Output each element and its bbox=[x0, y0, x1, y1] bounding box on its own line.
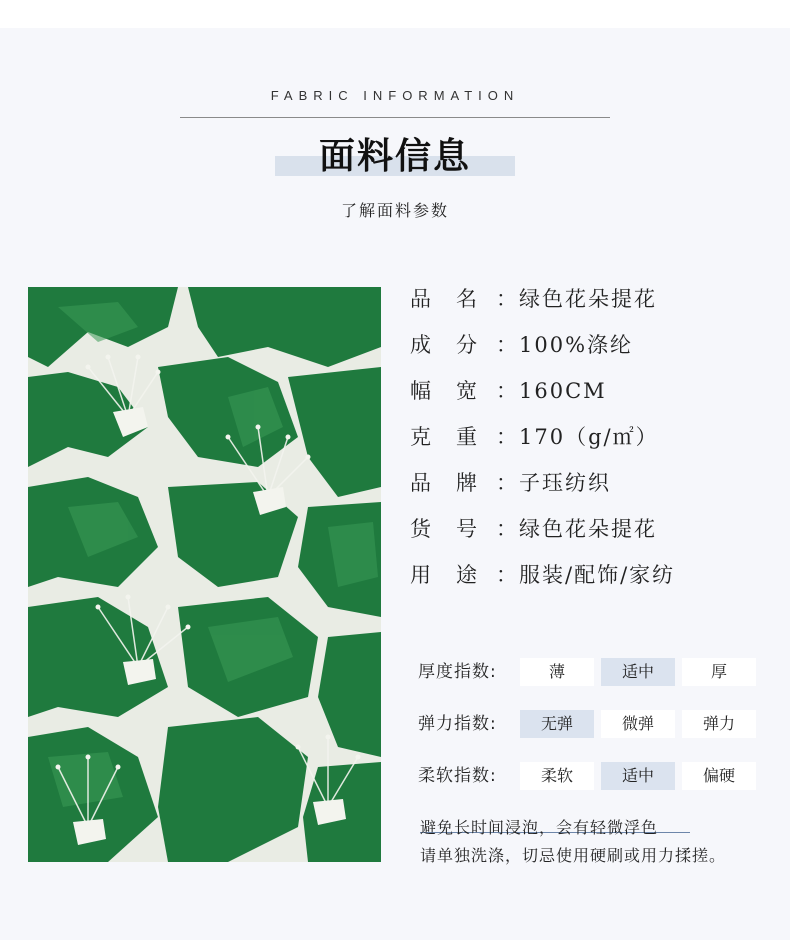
spec-row-width bbox=[410, 374, 675, 420]
option-chip-selected: 无弹 bbox=[520, 710, 594, 738]
spec-value: 100%涤纶 bbox=[519, 333, 634, 357]
spec-label: 品 名 bbox=[410, 287, 479, 311]
option-chip: 柔软 bbox=[520, 762, 594, 790]
header-divider bbox=[180, 117, 610, 118]
spec-row-name bbox=[410, 282, 675, 328]
index-label: 弹力指数: bbox=[418, 714, 497, 734]
spec-label: 成 分 bbox=[410, 333, 479, 357]
spec-value: 绿色花朵提花 bbox=[519, 287, 657, 311]
spec-separator: ： bbox=[496, 471, 519, 495]
page-subtitle: 了解面料参数 bbox=[340, 201, 449, 220]
spec-separator: ： bbox=[496, 379, 519, 403]
spec-row-item-number bbox=[410, 512, 675, 558]
spec-value: 170（g/㎡） bbox=[519, 425, 659, 449]
spec-separator: ： bbox=[496, 287, 519, 311]
spec-value: 服装/配饰/家纺 bbox=[519, 563, 676, 587]
option-chip: 微弹 bbox=[601, 710, 675, 738]
page-title: 面料信息 bbox=[318, 136, 471, 177]
spec-separator: ： bbox=[496, 517, 519, 541]
spec-label: 货 号 bbox=[410, 517, 479, 541]
option-chip: 偏硬 bbox=[682, 762, 756, 790]
option-chip-selected: 适中 bbox=[601, 762, 675, 790]
option-chip: 厚 bbox=[682, 658, 756, 686]
option-chip: 薄 bbox=[520, 658, 594, 686]
top-white-band bbox=[0, 0, 790, 28]
index-label: 柔软指数: bbox=[418, 766, 497, 786]
spec-list bbox=[410, 282, 675, 604]
spec-value: 160CM bbox=[519, 379, 607, 403]
spec-separator: ： bbox=[496, 563, 519, 587]
spec-value: 绿色花朵提花 bbox=[519, 517, 657, 541]
spec-label: 用 途 bbox=[410, 563, 479, 587]
spec-label: 克 重 bbox=[410, 425, 479, 449]
care-note: 请单独洗涤，切忌使用硬刷或用力揉搓。 bbox=[420, 846, 727, 865]
spec-label: 品 牌 bbox=[410, 471, 479, 495]
spec-row-weight bbox=[410, 420, 675, 466]
spec-separator: ： bbox=[496, 425, 519, 449]
spec-label: 幅 宽 bbox=[410, 379, 479, 403]
option-chip: 弹力 bbox=[682, 710, 756, 738]
spec-row-usage bbox=[410, 558, 675, 604]
care-note: 避免长时间浸泡，会有轻微浮色 bbox=[420, 818, 659, 837]
care-notes bbox=[420, 814, 726, 870]
spec-separator: ： bbox=[496, 333, 519, 357]
fabric-photo bbox=[28, 287, 381, 862]
spec-value: 子珏纺织 bbox=[519, 471, 611, 495]
spec-row-brand bbox=[410, 466, 675, 512]
fabric-jacquard-image bbox=[28, 287, 381, 862]
option-chip-selected: 适中 bbox=[601, 658, 675, 686]
section-eyebrow: FABRIC INFORMATION bbox=[270, 88, 520, 103]
spec-row-composition bbox=[410, 328, 675, 374]
index-label: 厚度指数: bbox=[418, 662, 497, 682]
